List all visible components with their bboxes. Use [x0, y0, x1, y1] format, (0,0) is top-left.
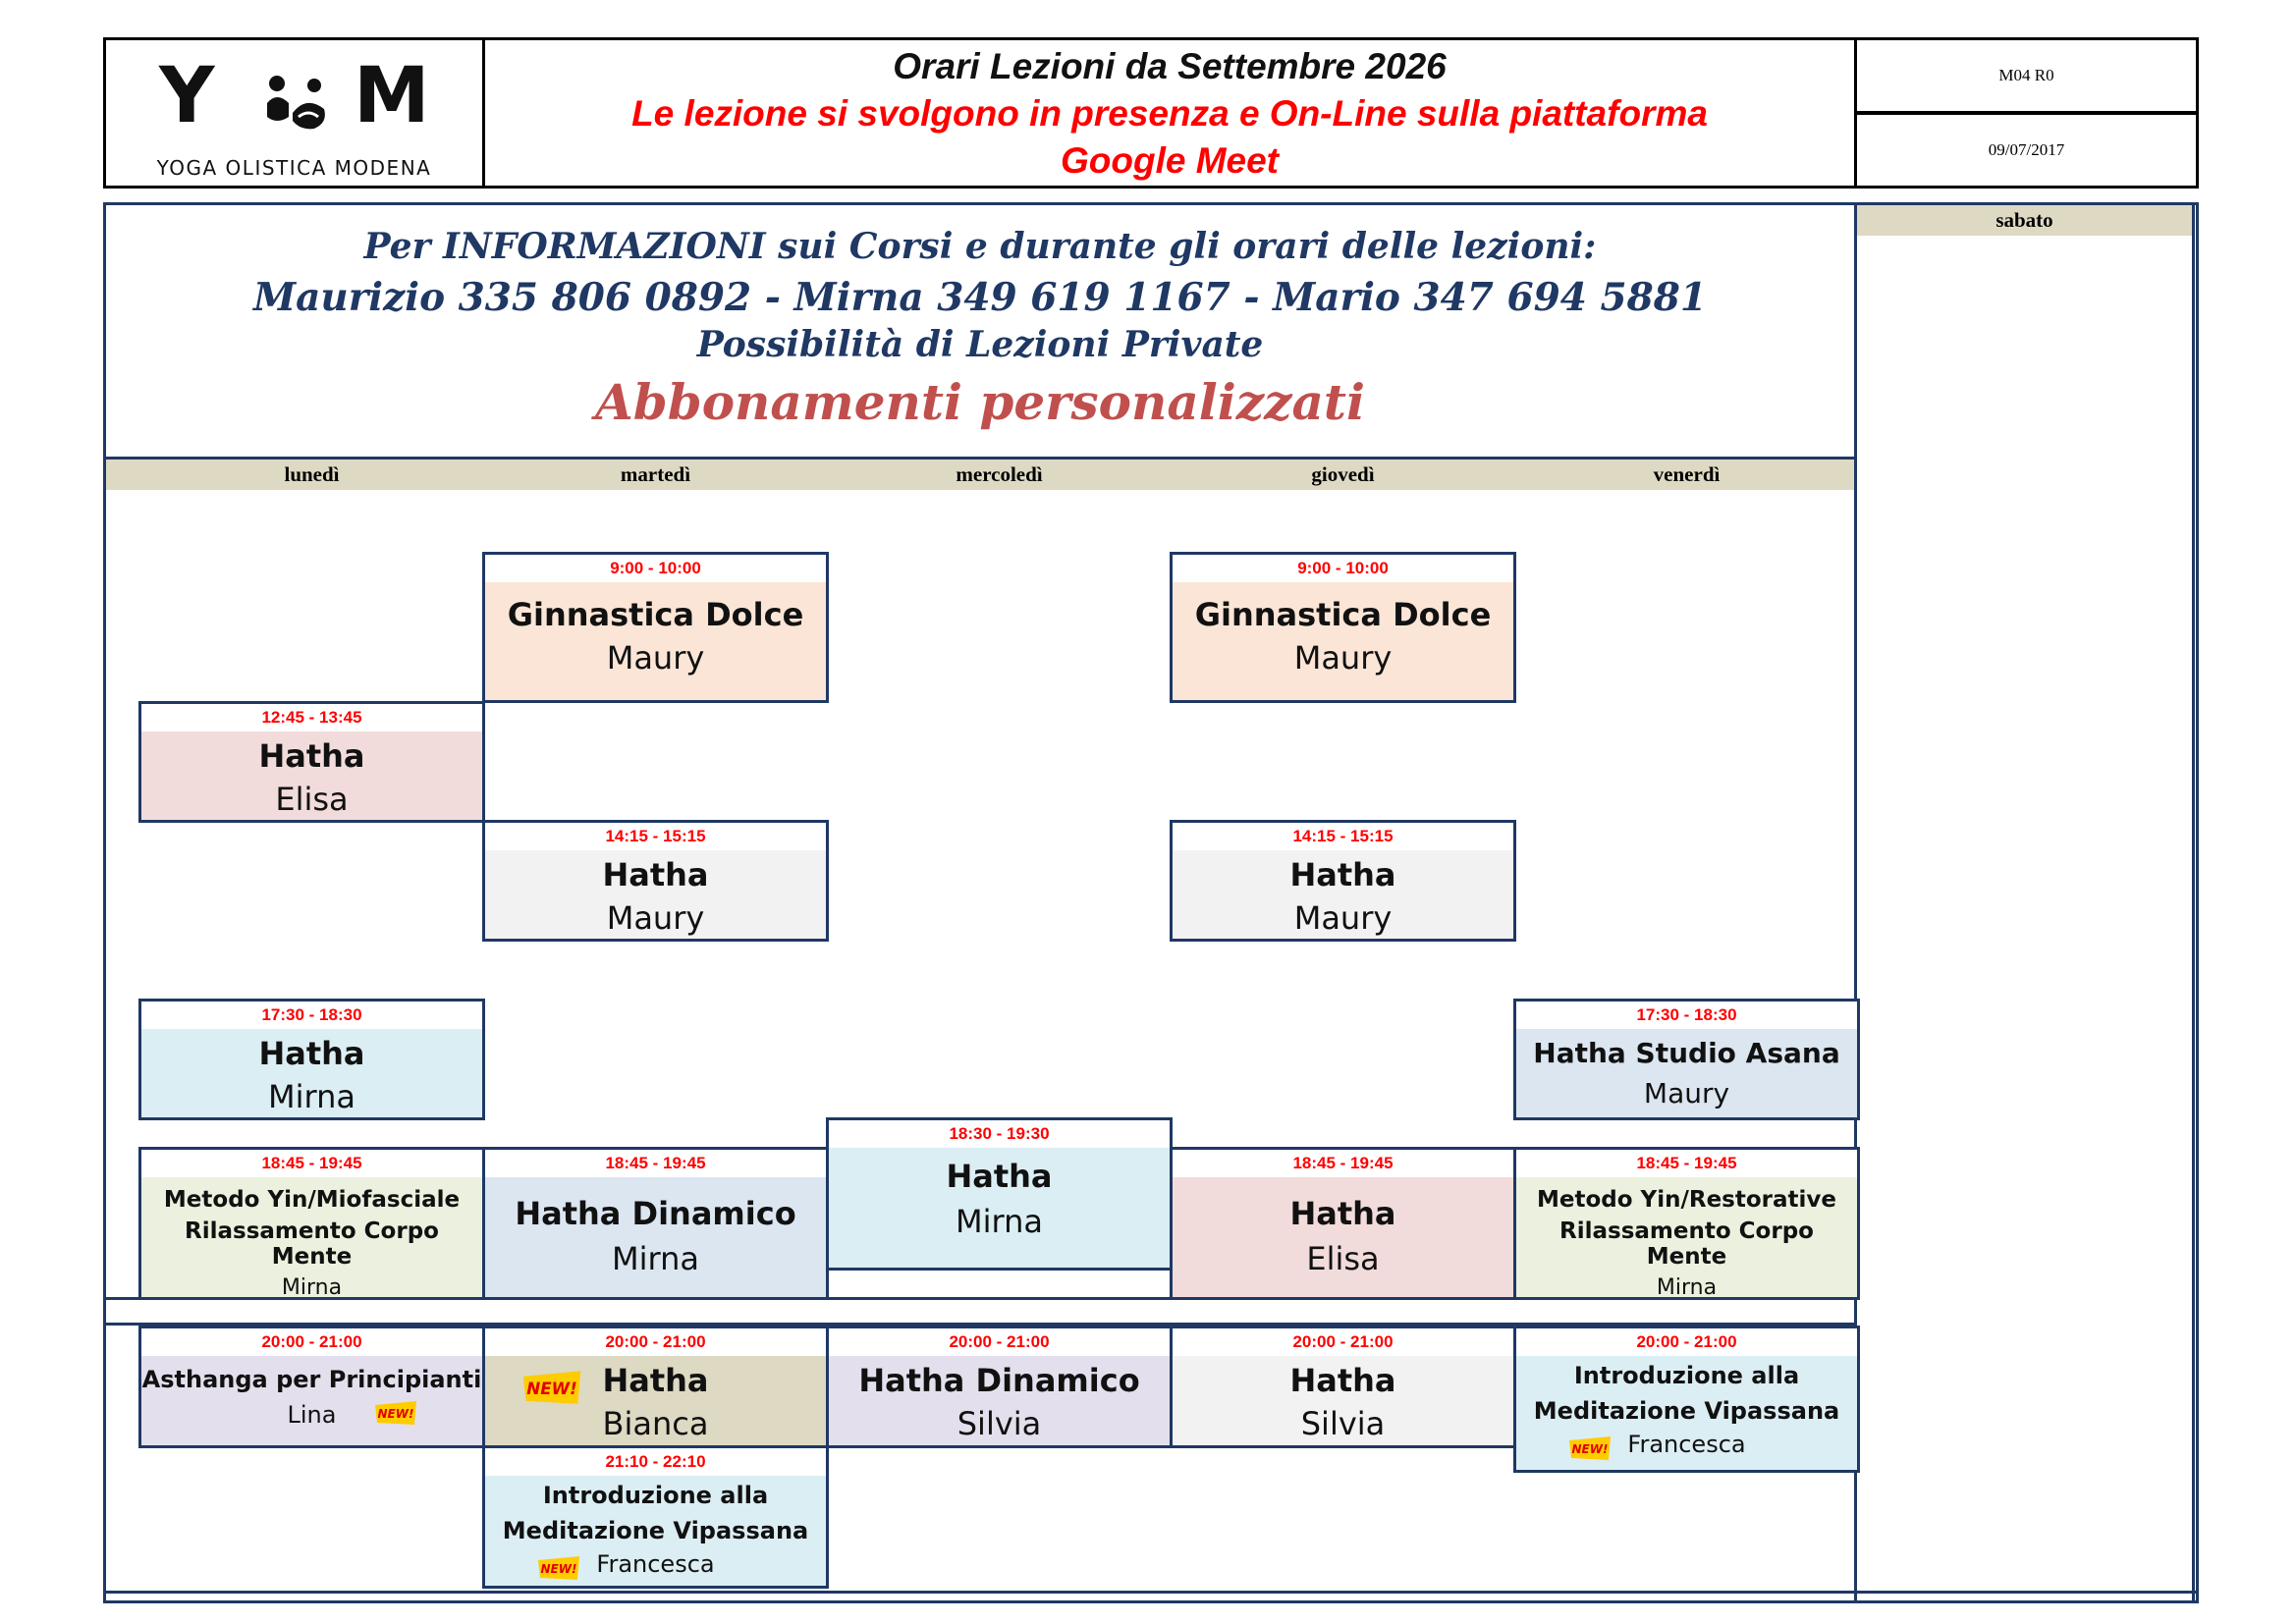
lesson-body — [1173, 1177, 1513, 1297]
page-subtitle-line1: Le lezione si svolgono in presenza e On-Line sulla piattaforma — [631, 93, 1708, 134]
lesson-teacher: Bianca — [602, 1405, 709, 1442]
lesson-time: 18:30 - 19:30 — [829, 1120, 1170, 1148]
logo-letter-m: M — [354, 52, 430, 140]
lesson-name: Hatha — [258, 737, 365, 775]
doc-date-cell — [1854, 112, 2199, 189]
lesson-teacher: Silvia — [957, 1405, 1042, 1442]
lesson-name-line1: Metodo Yin/Restorative — [1537, 1187, 1836, 1213]
day-header-mercoledi: mercoledì — [956, 462, 1043, 486]
lesson-card-tue-2110[interactable] — [482, 1445, 829, 1589]
lesson-name: Hatha Studio Asana — [1533, 1037, 1840, 1069]
lesson-card-tue-1415[interactable] — [482, 820, 829, 942]
row-divider — [106, 1297, 1854, 1300]
lesson-name: Hatha Dinamico — [515, 1195, 796, 1232]
lesson-card-thu-1415[interactable] — [1170, 820, 1516, 942]
lesson-card-mon-2000[interactable] — [138, 1326, 485, 1448]
lesson-body — [1173, 1356, 1513, 1445]
title-cell — [482, 37, 1857, 189]
svg-text:NEW!: NEW! — [526, 1379, 577, 1398]
lesson-name-line1: Introduzione alla — [1573, 1362, 1800, 1389]
lesson-teacher: Francesca — [1627, 1431, 1746, 1458]
lesson-teacher: Mirna — [956, 1203, 1043, 1240]
lesson-time: 20:00 - 21:00 — [485, 1328, 826, 1356]
lesson-card-fri-2000[interactable] — [1513, 1326, 1860, 1473]
lesson-card-tue-0900[interactable] — [482, 552, 829, 703]
info-private-lessons: Possibilità di Lezioni Private — [696, 324, 1264, 365]
lesson-card-thu-2000[interactable] — [1170, 1326, 1516, 1448]
lesson-time: 18:45 - 19:45 — [1173, 1150, 1513, 1177]
lesson-body — [485, 1177, 826, 1297]
lesson-card-thu-1845[interactable] — [1170, 1147, 1516, 1300]
lesson-time: 18:45 - 19:45 — [485, 1150, 826, 1177]
lesson-name: Hatha Dinamico — [858, 1362, 1140, 1399]
lesson-body — [1173, 582, 1513, 700]
lesson-body — [485, 1356, 826, 1445]
lesson-body — [1516, 1029, 1857, 1117]
lesson-name: Asthanga per Principianti — [141, 1366, 482, 1393]
page-subtitle-line2: Google Meet — [1060, 140, 1280, 181]
lesson-teacher: Maury — [606, 639, 705, 677]
lesson-body — [1516, 1177, 1857, 1300]
page-title: Orari Lezioni da Settembre 2026 — [893, 46, 1447, 86]
day-header-giovedi: giovedì — [1311, 462, 1375, 486]
lesson-time: 9:00 - 10:00 — [485, 555, 826, 582]
lesson-teacher: Mirna — [268, 1078, 355, 1115]
lesson-teacher: Mirna — [281, 1275, 343, 1300]
lesson-teacher: Francesca — [596, 1550, 715, 1578]
doc-code-cell — [1854, 37, 2199, 114]
lesson-name: Hatha — [1289, 856, 1396, 893]
lesson-body — [485, 850, 826, 939]
bottom-rule — [103, 1591, 2199, 1594]
svg-text:NEW!: NEW! — [377, 1407, 414, 1421]
doc-code: M04 R0 — [1998, 66, 2054, 84]
new-badge-icon — [373, 1399, 418, 1427]
doc-date: 09/07/2017 — [1988, 140, 2065, 159]
new-badge-icon — [536, 1554, 581, 1582]
lesson-time: 20:00 - 21:00 — [1173, 1328, 1513, 1356]
logo-subtitle: YOGA OLISTICA MODENA — [156, 156, 432, 180]
lesson-card-tue-2000[interactable] — [482, 1326, 829, 1448]
lesson-time: 20:00 - 21:00 — [829, 1328, 1170, 1356]
lesson-teacher: Elisa — [275, 781, 349, 818]
lesson-name: Hatha — [946, 1158, 1053, 1195]
lesson-time: 17:30 - 18:30 — [141, 1001, 482, 1029]
day-header-venerdi: venerdì — [1653, 462, 1721, 486]
lesson-card-wed-1830[interactable] — [826, 1117, 1173, 1271]
lesson-body — [829, 1148, 1170, 1268]
lesson-time: 20:00 - 21:00 — [1516, 1328, 1857, 1356]
lesson-body — [829, 1356, 1170, 1445]
lesson-name: Ginnastica Dolce — [1194, 596, 1492, 633]
lesson-time: 9:00 - 10:00 — [1173, 555, 1513, 582]
lesson-body — [485, 1476, 826, 1586]
lesson-card-fri-1845[interactable] — [1513, 1147, 1860, 1300]
lesson-card-thu-0900[interactable] — [1170, 552, 1516, 703]
lesson-name: Hatha — [602, 856, 709, 893]
lesson-time: 18:45 - 19:45 — [141, 1150, 482, 1177]
saturday-right-border — [2192, 202, 2195, 1600]
info-subscriptions: Abbonamenti personalizzati — [594, 373, 1365, 431]
new-badge-icon — [520, 1368, 583, 1407]
lesson-card-mon-1245[interactable] — [138, 701, 485, 823]
lesson-body — [141, 1029, 482, 1117]
yoga-figures-icon — [263, 74, 332, 135]
day-header-lunedi: lunedì — [284, 462, 340, 486]
lesson-teacher: Mirna — [1656, 1275, 1718, 1300]
day-header-martedi: martedì — [620, 462, 691, 486]
lesson-teacher: Mirna — [612, 1240, 699, 1277]
lesson-card-tue-1845[interactable] — [482, 1147, 829, 1300]
lesson-time: 18:45 - 19:45 — [1516, 1150, 1857, 1177]
lesson-card-fri-1730[interactable] — [1513, 999, 1860, 1120]
lesson-time: 14:15 - 15:15 — [485, 823, 826, 850]
lesson-name: Hatha — [1289, 1362, 1396, 1399]
lesson-name-line1: Metodo Yin/Miofasciale — [163, 1187, 461, 1213]
lesson-card-wed-2000[interactable] — [826, 1326, 1173, 1448]
lesson-body — [485, 582, 826, 700]
lesson-name: Ginnastica Dolce — [507, 596, 804, 633]
logo-cell — [103, 37, 485, 189]
info-phones: Maurizio 335 806 0892 - Mirna 349 619 1167 - Mario 347 694 5881 — [252, 275, 1708, 320]
lesson-name-line2: Rilassamento Corpo Mente — [1559, 1218, 1814, 1270]
day-header-sabato: sabato — [1857, 205, 2192, 236]
lesson-time: 12:45 - 13:45 — [141, 704, 482, 731]
lesson-name-line2: Meditazione Vipassana — [1533, 1397, 1840, 1425]
lesson-body — [141, 1177, 482, 1300]
lesson-body — [141, 731, 482, 820]
lesson-body — [1173, 850, 1513, 939]
lesson-name: Hatha — [602, 1362, 709, 1399]
lesson-body — [1516, 1356, 1857, 1470]
logo-letter-y: Y — [159, 52, 215, 140]
lesson-name-line2: Meditazione Vipassana — [502, 1517, 809, 1544]
lesson-time: 21:10 - 22:10 — [485, 1448, 826, 1476]
lesson-teacher: Elisa — [1306, 1240, 1380, 1277]
logo — [139, 52, 454, 140]
lesson-teacher: Maury — [1643, 1077, 1730, 1110]
lesson-name: Hatha — [1289, 1195, 1396, 1232]
new-badge-icon — [1567, 1435, 1613, 1462]
lesson-name: Hatha — [258, 1035, 365, 1072]
lesson-time: 14:15 - 15:15 — [1173, 823, 1513, 850]
info-heading: Per INFORMAZIONI sui Corsi e durante gli orari delle lezioni: — [363, 226, 1597, 267]
lesson-name-line1: Introduzione alla — [542, 1482, 769, 1509]
lesson-card-mon-1845[interactable] — [138, 1147, 485, 1300]
lesson-teacher: Maury — [606, 899, 705, 937]
lesson-teacher: Lina — [287, 1401, 337, 1429]
svg-text:NEW!: NEW! — [540, 1562, 577, 1576]
lesson-body — [141, 1356, 482, 1445]
lesson-name-line2: Rilassamento Corpo Mente — [185, 1218, 439, 1270]
lesson-teacher: Silvia — [1300, 1405, 1386, 1442]
lesson-teacher: Maury — [1293, 639, 1393, 677]
lesson-teacher: Maury — [1293, 899, 1393, 937]
lesson-time: 17:30 - 18:30 — [1516, 1001, 1857, 1029]
lesson-time: 20:00 - 21:00 — [141, 1328, 482, 1356]
lesson-card-mon-1730[interactable] — [138, 999, 485, 1120]
svg-text:NEW!: NEW! — [1571, 1442, 1609, 1456]
